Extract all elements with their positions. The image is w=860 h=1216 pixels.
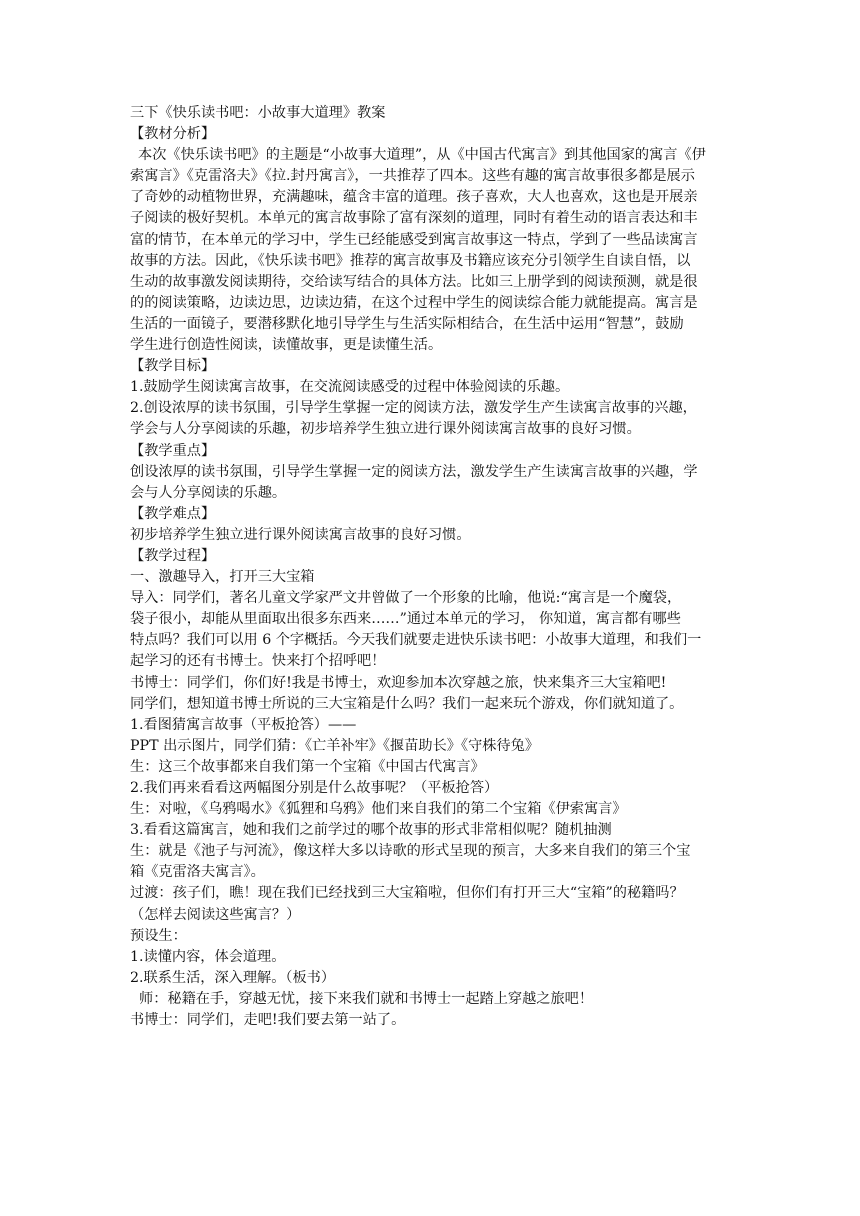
paragraph-line: 了奇妙的动植物世界，充满趣味，蕴含丰富的道理。孩子喜欢，大人也喜欢，这也是开展亲 — [130, 189, 698, 206]
dialogue-line: 书博士：同学们，你们好!我是书博士，欢迎参加本次穿越之旅，快来集齐三大宝箱吧! — [130, 674, 667, 691]
paragraph-line: 学会与人分享阅读的乐趣，初步培养学生独立进行课外阅读寓言故事的良好习惯。 — [130, 421, 641, 438]
dialogue-line: 生：对啦，《乌鸦喝水》《狐狸和乌鸦》他们来自我们的第二个宝箱《伊索寓言》 — [130, 801, 627, 818]
paragraph-line: 的的阅读策略，边读边思，边读边猜，在这个过程中学生的阅读综合能力就能提高。寓言是 — [130, 294, 698, 311]
subsection-heading: 一、激趣导入，打开三大宝箱 — [130, 569, 315, 586]
paragraph-line: 故事的方法。因此，《快乐读书吧》推荐的寓言故事及书籍应该充分引领学生自读自悟，以 — [130, 252, 691, 269]
section-heading-analysis: 【教材分析】 — [130, 126, 216, 143]
paragraph-line: 预设生： — [130, 927, 187, 944]
list-item: 3.看看这篇寓言，她和我们之前学过的哪个故事的形式非常相似呢？随机抽测 — [130, 822, 612, 839]
paragraph-line: 创设浓厚的读书氛围，引导学生掌握一定的阅读方法，激发学生产生读寓言故事的兴趣，学 — [130, 463, 698, 480]
dialogue-line: 生：这三个故事都来自我们第一个宝箱《中国古代寓言》 — [130, 758, 485, 775]
paragraph-line: 生动的故事激发阅读期待，交给读写结合的具体方法。比如三上册学到的阅读预测，就是很 — [130, 273, 698, 290]
list-item: 2.联系生活，深入理解。（板书） — [130, 969, 336, 986]
paragraph-line: 袋子很小，却能从里面取出很多东西来……”通过本单元的学习， 你知道，寓言都有哪些 — [130, 611, 681, 628]
paragraph-line: 导入：同学们，著名儿童文学家严文井曾做了一个形象的比喻，他说:“寓言是一个魔袋， — [130, 590, 682, 607]
dialogue-line: 师：秘籍在手，穿越无忧，接下来我们就和书博士一起踏上穿越之旅吧！ — [139, 990, 594, 1007]
dialogue-line: 书博士：同学们，走吧!我们要去第一站了。 — [130, 1012, 406, 1029]
paragraph-line: 特点吗？我们可以用 6 个字概括。今天我们就要走进快乐读书吧：小故事大道理，和我们一 — [130, 632, 702, 649]
list-item: 1.读懂内容，体会道理。 — [130, 948, 286, 965]
paragraph-line: 本次《快乐读书吧》的主题是“小故事大道理”，从《中国古代寓言》到其他国家的寓言《伊 — [138, 147, 706, 164]
paragraph-line: 箱《克雷洛夫寓言》。 — [130, 864, 265, 881]
paragraph-line: 同学们，想知道书博士所说的三大宝箱是什么吗？我们一起来玩个游戏，你们就知道了。 — [130, 695, 684, 712]
section-heading-process: 【教学过程】 — [130, 547, 216, 564]
paragraph-line: 起学习的还有书博士。快来打个招呼吧！ — [130, 653, 386, 670]
paragraph-line: 生活的一面镜子，要潜移默化地引导学生与生活实际相结合，在生活中运用“智慧”，鼓励 — [130, 315, 684, 332]
paragraph-line: 初步培养学生独立进行课外阅读寓言故事的良好习惯。 — [130, 526, 471, 543]
paragraph-line: PPT 出示图片，同学们猜：《亡羊补牢》《揠苗助长》《守株待兔》 — [130, 737, 540, 754]
paragraph-line: 学生进行创造性阅读，读懂故事，更是读懂生活。 — [130, 337, 443, 354]
section-heading-goals: 【教学目标】 — [130, 358, 216, 375]
list-item: 1.鼓励学生阅读寓言故事，在交流阅读感受的过程中体验阅读的乐趣。 — [130, 379, 570, 396]
paragraph-line: 富的情节，在本单元的学习中，学生已经能感受到寓言故事这一特点，学到了一些品读寓言 — [130, 231, 698, 248]
section-heading-key-points: 【教学重点】 — [130, 442, 216, 459]
paragraph-line: 会与人分享阅读的乐趣。 — [130, 484, 287, 501]
list-item: 1.看图猜寓言故事（平板抢答）—— — [130, 716, 357, 733]
list-item: 2.创设浓厚的读书氛围，引导学生掌握一定的阅读方法，激发学生产生读寓言故事的兴趣， — [130, 400, 697, 417]
document-title: 三下《快乐读书吧：小故事大道理》教案 — [130, 105, 386, 121]
section-heading-difficulties: 【教学难点】 — [130, 505, 216, 522]
list-item: 2.我们再来看看这两幅图分别是什么故事呢？（平板抢答） — [130, 780, 499, 796]
paragraph-line: 子阅读的极好契机。本单元的寓言故事除了富有深刻的道理，同时有着生动的语言表达和丰 — [130, 210, 698, 227]
dialogue-line: 生：就是《池子与河流》，像这样大多以诗歌的形式呈现的预言，大多来自我们的第三个宝 — [130, 843, 691, 860]
paragraph-line: 过渡：孩子们，瞧！现在我们已经找到三大宝箱啦，但你们有打开三大“宝箱”的秘籍吗？ — [130, 885, 684, 902]
paragraph-line: （怎样去阅读这些寓言？） — [130, 906, 301, 923]
paragraph-line: 索寓言》《克雷洛夫》《拉.封丹寓言》，一共推荐了四本。这些有趣的寓言故事很多都是展示 — [130, 168, 695, 185]
